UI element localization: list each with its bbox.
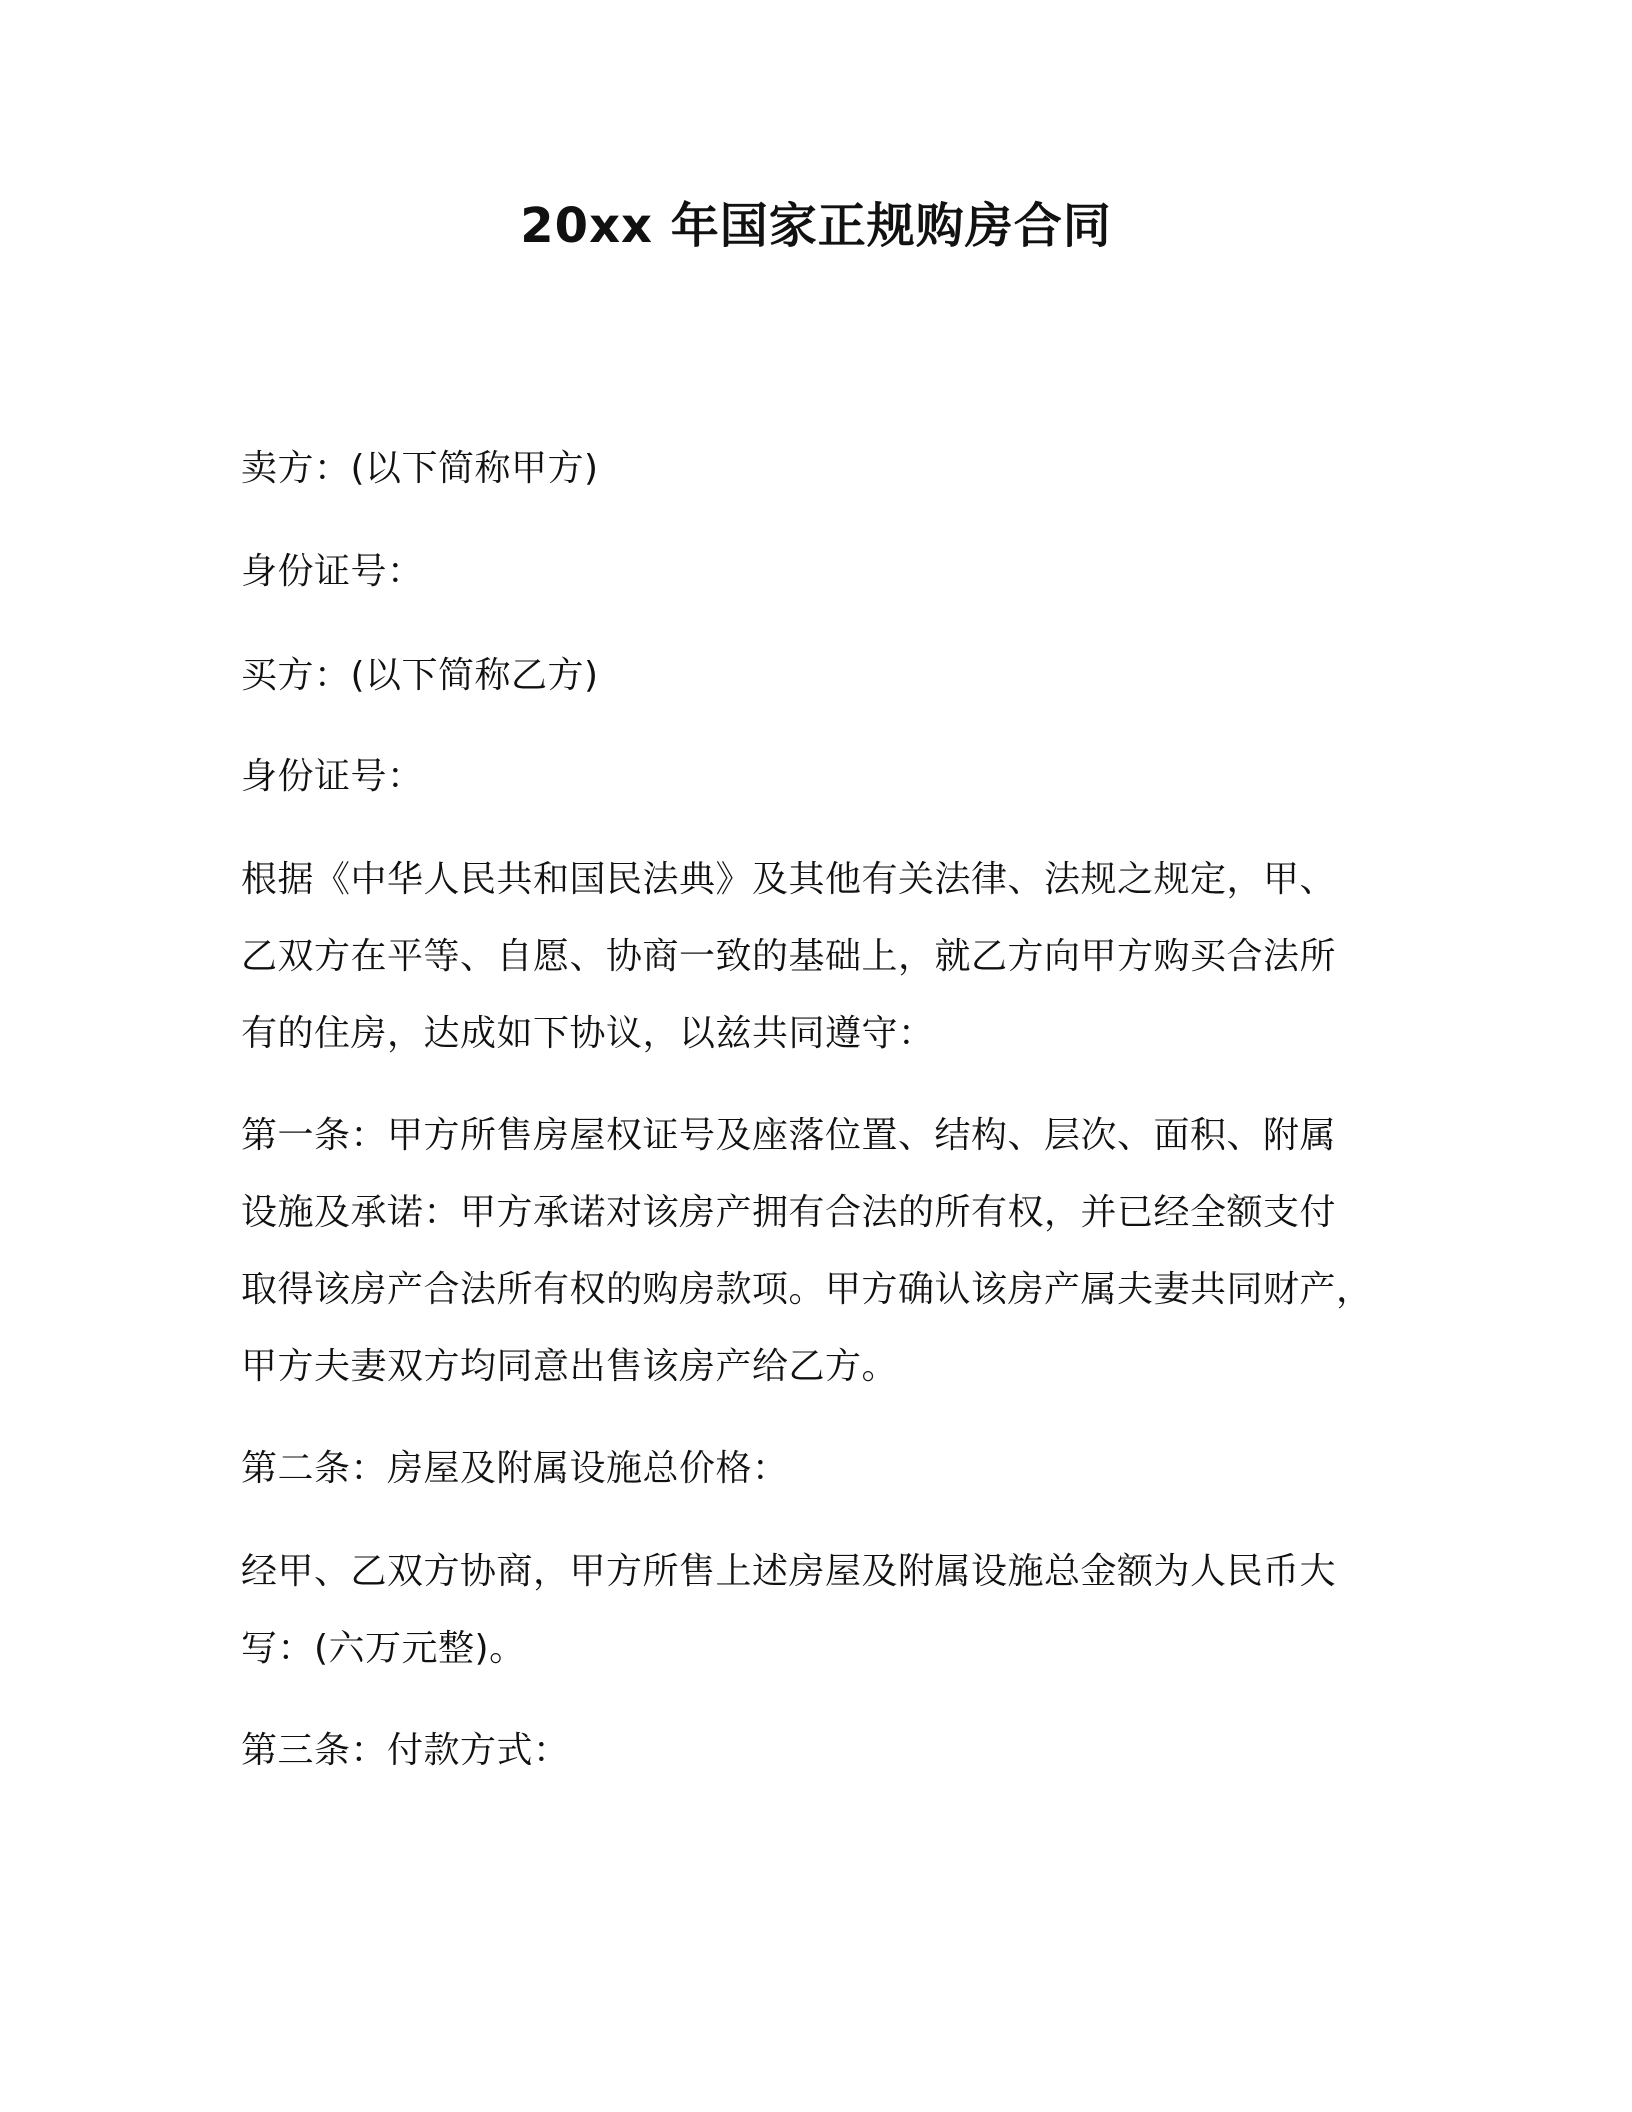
article-1-line: 取得该房产合法所有权的购房款项。甲方确认该房产属夫妻共同财产， — [241, 1269, 1373, 1310]
article-2-line: 写：(六万元整)。 — [241, 1628, 526, 1669]
article-1-line: 设施及承诺：甲方承诺对该房产拥有合法的所有权，并已经全额支付 — [241, 1192, 1337, 1233]
buyer-id-line: 身份证号： — [241, 756, 424, 797]
document-title: 20xx 年国家正规购房合同 — [520, 198, 1112, 254]
article-2-heading: 第二条：房屋及附属设施总价格： — [241, 1448, 789, 1489]
intro-paragraph-line: 根据《中华人民共和国民法典》及其他有关法律、法规之规定，甲、 — [241, 859, 1337, 900]
article-2-line: 经甲、乙双方协商，甲方所售上述房屋及附属设施总金额为人民币大 — [241, 1551, 1337, 1592]
article-3-heading: 第三条：付款方式： — [241, 1730, 570, 1771]
intro-paragraph-line: 有的住房，达成如下协议，以兹共同遵守： — [241, 1013, 935, 1054]
intro-paragraph-line: 乙双方在平等、自愿、协商一致的基础上，就乙方向甲方购买合法所 — [241, 936, 1337, 977]
article-1-line: 第一条：甲方所售房屋权证号及座落位置、结构、层次、面积、附属 — [241, 1115, 1337, 1156]
seller-line: 卖方：(以下简称甲方) — [241, 448, 599, 489]
article-1-line: 甲方夫妻双方均同意出售该房产给乙方。 — [241, 1346, 899, 1387]
seller-id-line: 身份证号： — [241, 551, 424, 592]
buyer-line: 买方：(以下简称乙方) — [241, 655, 599, 696]
